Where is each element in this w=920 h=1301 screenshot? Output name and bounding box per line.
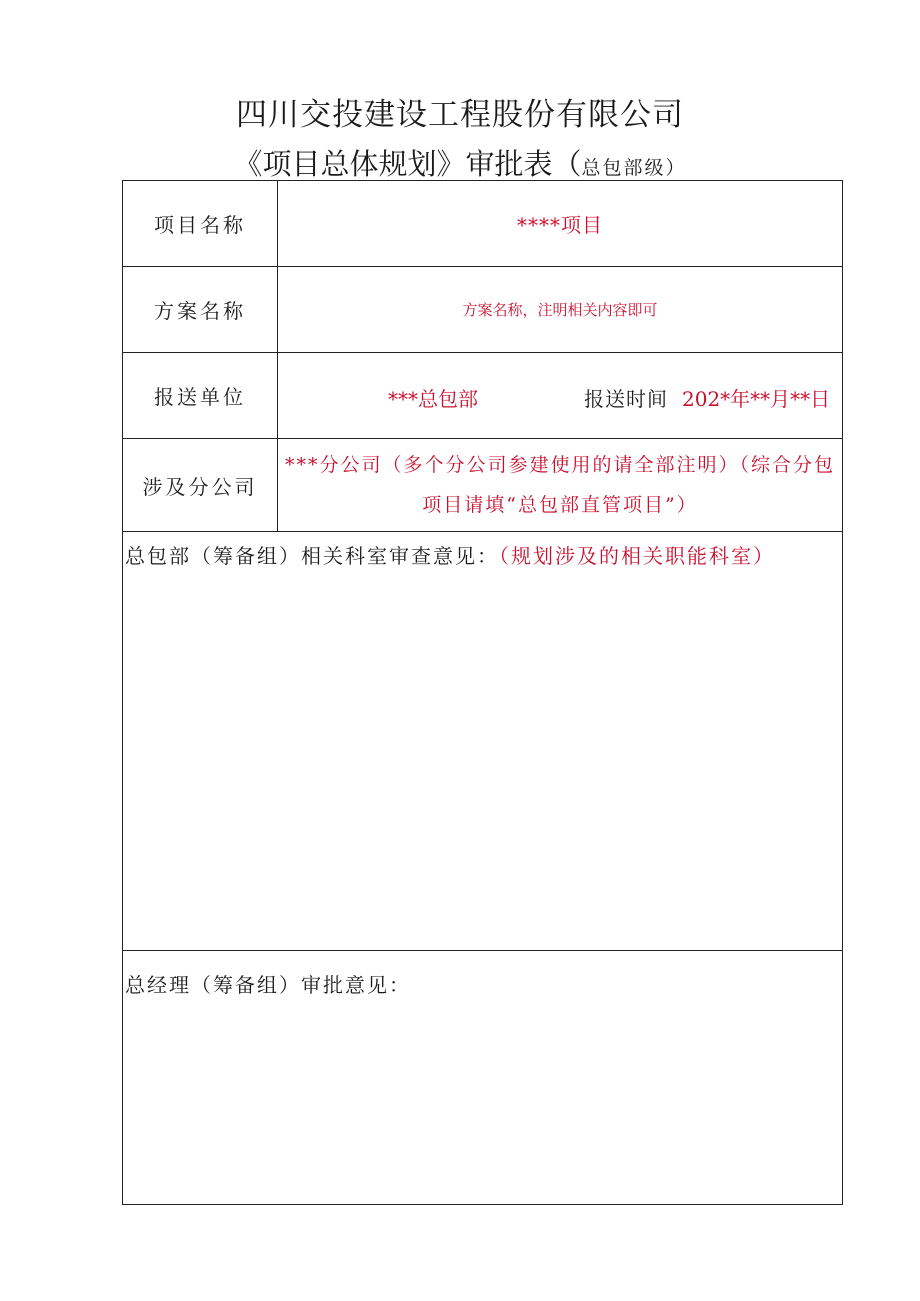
department-review-hint: （规划涉及的相关职能科室） xyxy=(499,544,775,568)
row-gm-approval xyxy=(123,951,843,1205)
plan-name-value[interactable]: 方案名称，注明相关内容即可 xyxy=(278,267,843,353)
submit-time-value[interactable]: 202*年**月**日 xyxy=(682,387,831,411)
row-department-review xyxy=(123,532,843,951)
gm-approval-cell[interactable] xyxy=(123,951,843,1205)
gm-approval-label: 总经理（筹备组）审批意见： xyxy=(125,973,411,997)
department-review-label: 总包部（筹备组）相关科室审查意见： xyxy=(125,544,499,568)
project-name-label: 项目名称 xyxy=(123,181,278,267)
department-review-cell[interactable] xyxy=(123,532,843,951)
project-name-value[interactable]: ****项目 xyxy=(278,181,843,267)
branch-label: 涉及分公司 xyxy=(123,439,278,532)
row-branch xyxy=(123,439,843,532)
row-project-name xyxy=(123,181,843,267)
branch-value[interactable]: ***分公司（多个分公司参建使用的请全部注明）（综合分包项目请填“总包部直管项目”） xyxy=(278,439,843,532)
form-title-level: 总包部级） xyxy=(581,157,687,179)
submitting-unit-cell xyxy=(278,353,843,439)
submitting-unit-label: 报送单位 xyxy=(123,353,278,439)
department-review-heading xyxy=(123,532,842,569)
submitting-unit-value[interactable]: ***总包部 xyxy=(388,387,478,411)
row-submitting-unit xyxy=(123,353,843,439)
approval-form-table xyxy=(122,180,843,1205)
form-title-main: 《项目总体规划》审批表（ xyxy=(233,147,582,181)
row-plan-name xyxy=(123,267,843,353)
company-title: 四川交投建设工程股份有限公司 xyxy=(236,97,684,133)
submit-time-label: 报送时间 xyxy=(584,387,668,411)
plan-name-label: 方案名称 xyxy=(123,267,278,353)
